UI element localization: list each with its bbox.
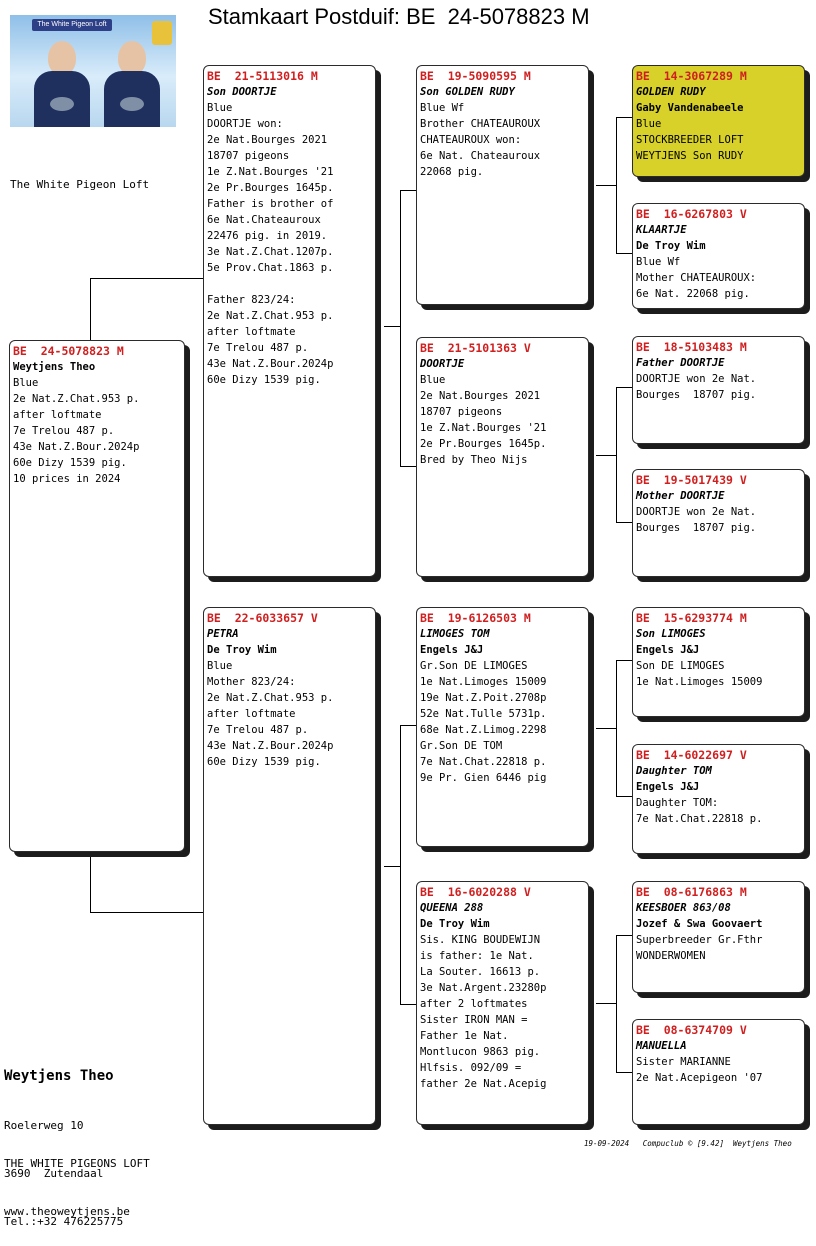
breeder-name: De Troy Wim	[420, 918, 490, 930]
loft-footer	[4, 1124, 150, 1236]
connector-line	[616, 253, 632, 254]
pigeon-card-fmf	[632, 336, 805, 444]
connector-line	[90, 278, 91, 340]
connector-line	[384, 866, 400, 867]
pigeon-info: Blue 2e Nat.Bourges 2021 18707 pigeons 1e Z.Nat.Bourges '21 2e Pr.Bourges 1645p. Bred by Theo Nijs	[420, 374, 547, 466]
loft-photo	[10, 15, 176, 127]
breeder-name: Weytjens Theo	[13, 361, 96, 373]
pigeon-name: Daughter TOM	[636, 765, 712, 777]
ring-number: BE 16-6020288 V	[420, 885, 531, 899]
breeder-name: Engels J&J	[420, 644, 484, 656]
pigeon-card-mff	[632, 607, 805, 717]
ring-number: BE 14-3067289 M	[636, 69, 747, 83]
connector-line	[400, 190, 401, 466]
loft-logo: The White Pigeon Loft	[32, 19, 112, 31]
pigeon-card-fmm	[632, 469, 805, 577]
pigeon-name: KEESBOER 863/08	[636, 902, 731, 914]
connector-line	[596, 1003, 616, 1004]
connector-line	[400, 466, 416, 467]
pigeon-info: DOORTJE won 2e Nat. Bourges 18707 pig.	[636, 506, 757, 534]
connector-line	[616, 935, 617, 1072]
connector-line	[384, 326, 400, 327]
ring-number: BE 19-5090595 M	[420, 69, 531, 83]
ring-number: BE 15-6293774 M	[636, 611, 747, 625]
ring-number: BE 08-6176863 M	[636, 885, 747, 899]
ring-number: BE 22-6033657 V	[207, 611, 318, 625]
print-footer: 19-09-2024 Compuclub © [9.42] Weytjens Theo	[584, 1139, 792, 1148]
breeder-name: Gaby Vandenabeele	[636, 102, 744, 114]
pigeon-name: GOLDEN RUDY	[636, 86, 706, 98]
pigeon-name: LIMOGES TOM	[420, 628, 490, 640]
pigeon-card-maternal-grandfather	[416, 607, 589, 847]
pigeon-info: DOORTJE won 2e Nat. Bourges 18707 pig.	[636, 373, 757, 401]
breeder-name: De Troy Wim	[207, 644, 277, 656]
ring-number: BE 19-6126503 M	[420, 611, 531, 625]
pigeon-name: Son GOLDEN RUDY	[420, 86, 515, 98]
pigeon-info: Blue 2e Nat.Z.Chat.953 p. after loftmate 7e Trelou 487 p. 43e Nat.Z.Bour.2024p 60e Dizy 1539 pig. 10 prices in 2024	[13, 377, 140, 485]
connector-line	[596, 455, 616, 456]
pigeon-card-mother	[203, 607, 376, 1125]
ring-number: BE 08-6374709 V	[636, 1023, 747, 1037]
connector-line	[90, 912, 204, 913]
pigeon-info: Blue STOCKBREEDER LOFT WEYTJENS Son RUDY	[636, 118, 744, 162]
owner-street: Roelerweg 10	[4, 1119, 84, 1132]
pigeon-name: KLAARTJE	[636, 224, 687, 236]
pigeon-name: DOORTJE	[420, 358, 465, 370]
pigeon-info: Sister MARIANNE 2e Nat.Acepigeon '07	[636, 1056, 763, 1084]
connector-line	[616, 796, 632, 797]
connector-line	[90, 852, 91, 912]
connector-line	[400, 190, 416, 191]
page-title: Stamkaart Postduif: BE 24-5078823 M	[208, 4, 590, 29]
connector-line	[90, 278, 204, 279]
pigeon-info: Daughter TOM: 7e Nat.Chat.22818 p.	[636, 797, 763, 825]
pigeon-name: Son DOORTJE	[207, 86, 277, 98]
pigeon-name: MANUELLA	[636, 1040, 687, 1052]
pigeon-info: Blue Wf Mother CHATEAUROUX: 6e Nat. 22068 pig.	[636, 256, 757, 300]
ring-number: BE 16-6267803 V	[636, 207, 747, 221]
pigeon-card-mfm	[632, 744, 805, 854]
connector-line	[616, 387, 617, 522]
connector-line	[616, 935, 632, 936]
ring-number: BE 24-5078823 M	[13, 344, 124, 358]
pigeon-card-ffm	[632, 203, 805, 309]
pigeon-info: Son DE LIMOGES 1e Nat.Limoges 15009	[636, 660, 763, 688]
ring-number: BE 21-5101363 V	[420, 341, 531, 355]
breeder-name: Jozef & Swa Goovaert	[636, 918, 763, 930]
breeder-name: De Troy Wim	[636, 240, 706, 252]
connector-line	[400, 725, 401, 1004]
ring-number: BE 19-5017439 V	[636, 473, 747, 487]
pigeon-card-paternal-grandfather	[416, 65, 589, 305]
pigeon-info: Superbreeder Gr.Fthr WONDERWOMEN	[636, 934, 763, 962]
connector-line	[616, 660, 632, 661]
connector-line	[400, 1004, 416, 1005]
person-figure-icon	[34, 41, 90, 127]
connector-line	[616, 1072, 632, 1073]
pigeon-name: QUEENA 288	[420, 902, 484, 914]
pigeon-card-father	[203, 65, 376, 577]
connector-line	[616, 387, 632, 388]
connector-line	[616, 117, 632, 118]
connector-line	[400, 725, 416, 726]
owner-city: 3690 Zutendaal	[4, 1167, 104, 1180]
connector-line	[616, 117, 617, 253]
owner-phone: Tel.:+32 476225775	[4, 1215, 124, 1228]
pigeon-info: Blue Wf Brother CHATEAUROUX CHATEAUROUX won: 6e Nat. Chateauroux 22068 pig.	[420, 102, 541, 178]
pigeon-card-fff	[632, 65, 805, 177]
ring-number: BE 14-6022697 V	[636, 748, 747, 762]
connector-line	[616, 660, 617, 796]
pigeon-info: Sis. KING BOUDEWIJN is father: 1e Nat. La Souter. 16613 p. 3e Nat.Argent.23280p after 2 loftmates Sister IRON MAN = Father 1e Nat. Montlucon 9863 pig. Hlfsis. 092/09 = father 2e Nat.Acepig	[420, 934, 547, 1090]
connector-line	[596, 728, 616, 729]
owner-name: Weytjens Theo	[4, 1068, 114, 1084]
loft-website-link[interactable]: www.theoweytjens.be	[4, 1205, 130, 1218]
pigeon-name: PETRA	[207, 628, 239, 640]
pigeon-info: Blue Mother 823/24: 2e Nat.Z.Chat.953 p. after loftmate 7e Trelou 487 p. 43e Nat.Z.Bour.2024p 60e Dizy 1539 pig.	[207, 660, 334, 768]
loft-name: The White Pigeon Loft	[10, 178, 150, 191]
pigeon-name: Son LIMOGES	[636, 628, 706, 640]
person-figure-icon	[104, 41, 160, 127]
ring-number: BE 18-5103483 M	[636, 340, 747, 354]
breeder-name: Engels J&J	[636, 644, 700, 656]
ring-number: BE 21-5113016 M	[207, 69, 318, 83]
breeder-name: Engels J&J	[636, 781, 700, 793]
pigeon-card-maternal-grandmother	[416, 881, 589, 1125]
pigeon-card-mmm	[632, 1019, 805, 1125]
connector-line	[616, 522, 632, 523]
loft-footer-name: THE WHITE PIGEONS LOFT	[4, 1157, 150, 1170]
pigeon-info: Blue DOORTJE won: 2e Nat.Bourges 2021 18707 pigeons 1e Z.Nat.Bourges '21 2e Pr.Bourges 1645p. Father is brother of 6e Nat.Chateauroux 22476 pig. in 2019. 3e Nat.Z.Chat.1207p. 5e Prov.Chat.1863 p. Father 823/24: 2e Nat.Z.Chat.953 p. after loftmate 7e Trelou 487 p. 43e Nat.Z.Bour.2024p 60e Dizy 1539 pig.	[207, 102, 334, 386]
pigeon-card-mmf	[632, 881, 805, 993]
connector-line	[596, 185, 616, 186]
pigeon-card-subject	[9, 340, 185, 852]
pigeon-card-paternal-grandmother	[416, 337, 589, 577]
pigeon-name: Father DOORTJE	[636, 357, 725, 369]
pigeon-name: Mother DOORTJE	[636, 490, 725, 502]
pigeon-info: Gr.Son DE LIMOGES 1e Nat.Limoges 15009 19e Nat.Z.Poit.2708p 52e Nat.Tulle 5731p. 68e Nat.Z.Limog.2298 Gr.Son DE TOM 7e Nat.Chat.22818 p. 9e Pr. Gien 6446 pig	[420, 660, 547, 784]
